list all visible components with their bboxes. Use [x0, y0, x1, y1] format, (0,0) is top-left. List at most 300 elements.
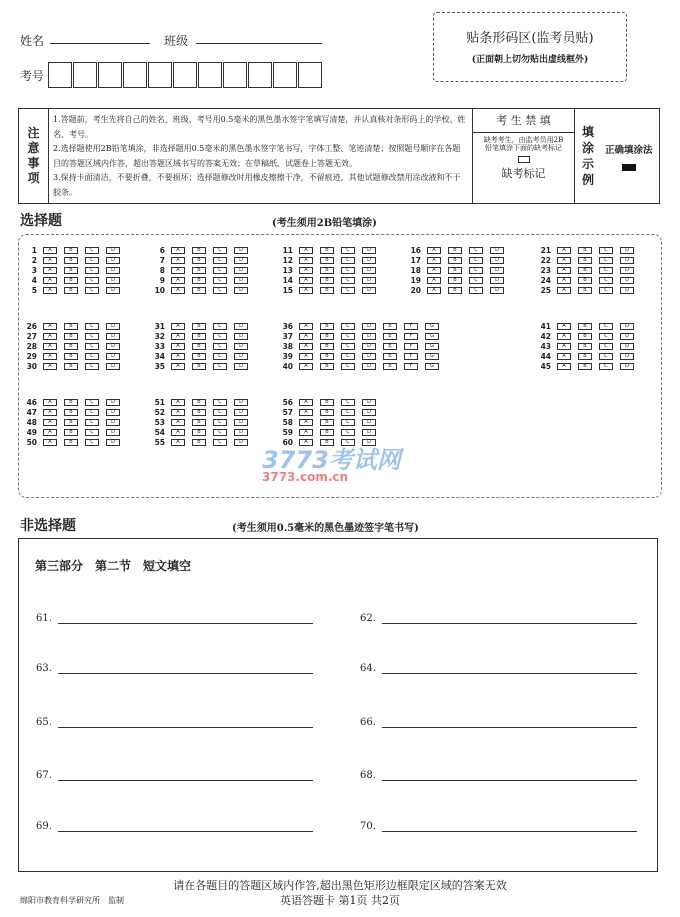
option-bubble[interactable]: C [341, 333, 355, 340]
option-bubble[interactable]: B [448, 257, 462, 264]
option-bubble[interactable]: D [234, 267, 248, 274]
option-bubble[interactable]: A [171, 439, 185, 446]
option-bubble[interactable]: C [599, 353, 613, 360]
option-bubble[interactable]: C [599, 343, 613, 350]
option-bubble[interactable]: C [341, 287, 355, 294]
option-bubble[interactable]: D [620, 277, 634, 284]
option-bubble[interactable]: A [43, 363, 57, 370]
option-bubble[interactable]: D [490, 277, 504, 284]
option-bubble[interactable]: C [341, 399, 355, 406]
option-bubble[interactable]: C [213, 439, 227, 446]
option-bubble[interactable]: C [85, 343, 99, 350]
option-bubble[interactable]: D [234, 353, 248, 360]
option-bubble[interactable]: B [192, 287, 206, 294]
option-bubble[interactable]: D [106, 363, 120, 370]
answer-line[interactable] [58, 771, 313, 781]
id-digit-box[interactable] [248, 62, 272, 88]
option-bubble[interactable]: C [213, 247, 227, 254]
option-bubble[interactable]: B [320, 343, 334, 350]
option-bubble[interactable]: B [578, 267, 592, 274]
option-bubble[interactable]: A [43, 409, 57, 416]
option-bubble[interactable]: A [427, 287, 441, 294]
option-bubble[interactable]: B [320, 429, 334, 436]
option-bubble[interactable]: C [469, 287, 483, 294]
option-bubble[interactable]: D [362, 399, 376, 406]
option-bubble[interactable]: D [620, 287, 634, 294]
option-bubble[interactable]: B [192, 323, 206, 330]
option-bubble[interactable]: D [106, 399, 120, 406]
id-digit-box[interactable] [223, 62, 247, 88]
option-bubble[interactable]: D [620, 363, 634, 370]
option-bubble[interactable]: D [106, 277, 120, 284]
option-bubble[interactable]: C [599, 247, 613, 254]
option-bubble[interactable]: B [192, 399, 206, 406]
option-bubble[interactable]: G [425, 343, 439, 350]
option-bubble[interactable]: B [64, 363, 78, 370]
option-bubble[interactable]: F [404, 363, 418, 370]
option-bubble[interactable]: D [234, 287, 248, 294]
question-row [147, 341, 255, 351]
option-bubble[interactable]: E [383, 333, 397, 340]
question-number: 43 [540, 341, 551, 351]
option-bubble[interactable]: B [64, 409, 78, 416]
option-bubble[interactable]: A [43, 439, 57, 446]
option-bubble[interactable]: A [427, 247, 441, 254]
option-bubble[interactable]: A [171, 257, 185, 264]
option-bubble[interactable]: D [490, 287, 504, 294]
option-bubble[interactable]: B [320, 353, 334, 360]
option-bubble[interactable]: D [620, 267, 634, 274]
option-bubble[interactable]: A [427, 257, 441, 264]
option-bubble[interactable]: C [599, 333, 613, 340]
option-bubble[interactable]: D [362, 439, 376, 446]
option-bubble[interactable]: A [427, 277, 441, 284]
question-number: 50 [26, 437, 37, 447]
option-bubble[interactable]: A [299, 343, 313, 350]
option-bubble[interactable]: G [425, 363, 439, 370]
option-bubble[interactable]: D [362, 277, 376, 284]
option-bubble[interactable]: A [171, 399, 185, 406]
option-bubble[interactable]: C [85, 333, 99, 340]
option-bubble[interactable]: D [234, 399, 248, 406]
option-bubble[interactable]: C [599, 267, 613, 274]
option-bubble[interactable]: C [85, 429, 99, 436]
option-bubble[interactable]: G [425, 323, 439, 330]
answer-line[interactable] [382, 718, 637, 728]
option-bubble[interactable]: D [234, 419, 248, 426]
option-bubble[interactable]: A [299, 399, 313, 406]
option-bubble[interactable]: D [106, 429, 120, 436]
option-bubble[interactable]: E [383, 343, 397, 350]
option-bubble[interactable]: D [620, 333, 634, 340]
option-bubble[interactable]: C [599, 323, 613, 330]
option-bubble[interactable]: D [362, 419, 376, 426]
option-bubble[interactable]: A [299, 429, 313, 436]
option-bubble[interactable]: A [171, 419, 185, 426]
option-bubble[interactable]: A [299, 323, 313, 330]
id-digit-box[interactable] [98, 62, 122, 88]
option-bubble[interactable]: A [171, 363, 185, 370]
answer-line[interactable] [382, 771, 637, 781]
option-bubble[interactable]: C [85, 353, 99, 360]
option-bubble[interactable]: B [64, 257, 78, 264]
option-bubble[interactable]: B [448, 277, 462, 284]
option-bubble[interactable]: C [85, 247, 99, 254]
option-bubble[interactable]: D [106, 333, 120, 340]
option-bubble[interactable]: D [362, 429, 376, 436]
option-bubble[interactable]: B [192, 343, 206, 350]
option-bubble[interactable]: A [557, 333, 571, 340]
option-bubble[interactable]: A [43, 323, 57, 330]
option-bubble[interactable]: A [171, 277, 185, 284]
option-bubble[interactable]: F [404, 353, 418, 360]
option-bubble[interactable]: D [106, 409, 120, 416]
option-bubble[interactable]: C [85, 409, 99, 416]
option-bubble[interactable]: A [43, 343, 57, 350]
option-bubble[interactable]: A [171, 323, 185, 330]
option-bubble[interactable]: A [557, 323, 571, 330]
option-bubble[interactable]: D [106, 257, 120, 264]
option-bubble[interactable]: B [578, 257, 592, 264]
option-bubble[interactable]: D [106, 323, 120, 330]
option-bubble[interactable]: B [64, 353, 78, 360]
answer-line[interactable] [58, 822, 313, 832]
option-bubble[interactable]: C [85, 323, 99, 330]
option-bubble[interactable]: D [234, 429, 248, 436]
option-bubble[interactable]: E [383, 363, 397, 370]
option-bubble[interactable]: C [213, 257, 227, 264]
option-bubble[interactable]: A [171, 287, 185, 294]
option-bubble[interactable]: B [320, 363, 334, 370]
option-bubble[interactable]: C [341, 429, 355, 436]
option-bubble[interactable]: A [43, 267, 57, 274]
option-bubble[interactable]: A [557, 247, 571, 254]
id-digit-box[interactable] [123, 62, 147, 88]
option-bubble[interactable]: B [578, 323, 592, 330]
option-bubble[interactable]: C [341, 257, 355, 264]
option-bubble[interactable]: A [299, 267, 313, 274]
option-bubble[interactable]: B [578, 363, 592, 370]
option-bubble[interactable]: D [362, 333, 376, 340]
option-bubble[interactable]: C [213, 267, 227, 274]
option-bubble[interactable]: B [64, 343, 78, 350]
option-bubble[interactable]: C [599, 363, 613, 370]
option-bubble[interactable]: D [620, 353, 634, 360]
option-bubble[interactable]: A [43, 257, 57, 264]
question-row [19, 321, 127, 331]
option-bubble[interactable]: A [299, 247, 313, 254]
option-bubble[interactable]: B [320, 333, 334, 340]
option-bubble[interactable]: B [320, 277, 334, 284]
option-bubble[interactable]: A [43, 287, 57, 294]
option-bubble[interactable]: C [599, 257, 613, 264]
option-bubble[interactable]: A [299, 363, 313, 370]
option-bubble[interactable]: C [341, 277, 355, 284]
option-bubble[interactable]: D [490, 267, 504, 274]
option-bubble[interactable]: C [469, 267, 483, 274]
question-row [533, 285, 641, 295]
answer-line[interactable] [58, 664, 313, 674]
option-bubble[interactable]: A [299, 333, 313, 340]
option-bubble[interactable]: C [213, 409, 227, 416]
option-bubble[interactable]: C [213, 333, 227, 340]
option-bubble[interactable]: A [43, 247, 57, 254]
option-bubble[interactable]: D [106, 343, 120, 350]
option-bubble[interactable]: C [341, 409, 355, 416]
mcq-note: (考生须用2B铅笔填涂) [272, 218, 377, 229]
option-bubble[interactable]: C [341, 343, 355, 350]
class-field[interactable] [196, 30, 322, 44]
question-number: 31 [154, 321, 165, 331]
option-bubble[interactable]: C [213, 363, 227, 370]
option-bubble[interactable]: E [383, 353, 397, 360]
option-bubble[interactable]: B [320, 409, 334, 416]
option-bubble[interactable]: A [43, 333, 57, 340]
option-bubble[interactable]: D [362, 267, 376, 274]
id-digit-box[interactable] [273, 62, 297, 88]
option-bubble[interactable]: B [64, 399, 78, 406]
answer-line[interactable] [58, 614, 313, 624]
option-bubble[interactable]: B [578, 247, 592, 254]
option-bubble[interactable]: A [43, 277, 57, 284]
option-bubble[interactable]: B [192, 429, 206, 436]
option-bubble[interactable]: B [64, 333, 78, 340]
option-bubble[interactable]: A [299, 409, 313, 416]
option-bubble[interactable]: D [620, 343, 634, 350]
option-bubble[interactable]: C [469, 247, 483, 254]
option-bubble[interactable]: C [213, 399, 227, 406]
option-bubble[interactable]: A [299, 257, 313, 264]
option-bubble[interactable]: B [192, 257, 206, 264]
option-bubble[interactable]: B [578, 343, 592, 350]
option-bubble[interactable]: D [106, 287, 120, 294]
option-bubble[interactable]: D [362, 257, 376, 264]
option-bubble[interactable]: C [469, 257, 483, 264]
option-bubble[interactable]: C [85, 363, 99, 370]
option-bubble[interactable]: A [171, 247, 185, 254]
question-number: 14 [282, 275, 293, 285]
option-bubble[interactable]: C [341, 323, 355, 330]
option-bubble[interactable]: A [557, 277, 571, 284]
option-bubble[interactable]: C [213, 429, 227, 436]
option-bubble[interactable]: A [43, 399, 57, 406]
option-bubble[interactable]: C [85, 257, 99, 264]
id-digit-box[interactable] [298, 62, 322, 88]
option-bubble[interactable]: D [362, 363, 376, 370]
option-bubble[interactable]: C [341, 353, 355, 360]
option-bubble[interactable]: B [448, 247, 462, 254]
option-bubble[interactable]: C [341, 267, 355, 274]
option-bubble[interactable]: B [320, 257, 334, 264]
option-bubble[interactable]: C [213, 343, 227, 350]
option-bubble[interactable]: D [620, 257, 634, 264]
option-bubble[interactable]: C [341, 439, 355, 446]
option-bubble[interactable]: A [557, 257, 571, 264]
id-digit-box[interactable] [198, 62, 222, 88]
option-bubble[interactable]: B [320, 419, 334, 426]
option-bubble[interactable]: D [362, 343, 376, 350]
answer-blank [360, 821, 637, 832]
question-number: 36 [282, 321, 293, 331]
option-bubble[interactable]: C [599, 287, 613, 294]
option-bubble[interactable]: A [43, 429, 57, 436]
option-bubble[interactable]: C [341, 247, 355, 254]
option-bubble[interactable]: C [213, 419, 227, 426]
option-bubble[interactable]: B [64, 287, 78, 294]
option-bubble[interactable]: B [192, 277, 206, 284]
option-bubble[interactable]: B [192, 353, 206, 360]
option-bubble[interactable]: C [85, 399, 99, 406]
option-bubble[interactable]: B [320, 287, 334, 294]
option-bubble[interactable]: B [192, 409, 206, 416]
id-digit-box[interactable] [173, 62, 197, 88]
option-bubble[interactable]: A [43, 353, 57, 360]
option-bubble[interactable]: B [192, 333, 206, 340]
option-bubble[interactable]: A [299, 277, 313, 284]
option-bubble[interactable]: D [234, 343, 248, 350]
option-bubble[interactable]: A [171, 409, 185, 416]
option-bubble[interactable]: C [341, 363, 355, 370]
option-bubble[interactable]: A [557, 343, 571, 350]
option-bubble[interactable]: D [490, 257, 504, 264]
question-row [403, 285, 511, 295]
option-bubble[interactable]: F [404, 323, 418, 330]
option-bubble[interactable]: D [234, 333, 248, 340]
option-bubble[interactable]: B [320, 323, 334, 330]
option-bubble[interactable]: B [64, 439, 78, 446]
footer-page: 英语答题卡 第1页 共2页 [280, 894, 400, 907]
option-bubble[interactable]: C [85, 439, 99, 446]
option-bubble[interactable]: D [234, 363, 248, 370]
name-field[interactable] [50, 30, 150, 44]
option-bubble[interactable]: B [578, 287, 592, 294]
option-bubble[interactable]: D [106, 353, 120, 360]
option-bubble[interactable]: B [192, 363, 206, 370]
option-bubble[interactable]: D [362, 323, 376, 330]
option-bubble[interactable]: F [404, 333, 418, 340]
option-bubble[interactable]: A [171, 429, 185, 436]
option-bubble[interactable]: A [299, 439, 313, 446]
option-bubble[interactable]: B [192, 439, 206, 446]
option-bubble[interactable]: B [64, 419, 78, 426]
option-bubble[interactable]: B [448, 267, 462, 274]
answer-line[interactable] [382, 822, 637, 832]
option-bubble[interactable]: D [106, 439, 120, 446]
option-bubble[interactable]: B [192, 419, 206, 426]
option-bubble[interactable]: D [106, 419, 120, 426]
option-bubble[interactable]: D [620, 247, 634, 254]
option-bubble[interactable]: D [362, 353, 376, 360]
option-bubble[interactable]: B [64, 323, 78, 330]
option-bubble[interactable]: A [171, 353, 185, 360]
answer-line[interactable] [382, 614, 637, 624]
option-bubble[interactable]: B [64, 267, 78, 274]
barcode-title: 贴条形码区(监考员贴) [466, 31, 594, 46]
option-bubble[interactable]: A [171, 333, 185, 340]
option-bubble[interactable]: A [299, 287, 313, 294]
option-bubble[interactable]: A [43, 419, 57, 426]
question-row [533, 331, 641, 341]
option-bubble[interactable]: G [425, 353, 439, 360]
option-bubble[interactable]: D [620, 323, 634, 330]
option-bubble[interactable]: B [320, 247, 334, 254]
id-digit-box[interactable] [73, 62, 97, 88]
option-bubble[interactable]: A [171, 267, 185, 274]
option-bubble[interactable]: B [192, 267, 206, 274]
footer-warning: 请在各题目的答题区域内作答,超出黑色矩形边框限定区域的答案无效 [173, 879, 507, 892]
option-bubble[interactable]: A [557, 363, 571, 370]
option-bubble[interactable]: C [85, 287, 99, 294]
option-bubble[interactable]: C [213, 323, 227, 330]
option-bubble[interactable]: D [234, 247, 248, 254]
option-bubble[interactable]: B [320, 439, 334, 446]
option-bubble[interactable]: B [64, 247, 78, 254]
option-bubble[interactable]: B [64, 277, 78, 284]
option-bubble[interactable]: A [171, 343, 185, 350]
option-bubble[interactable]: D [362, 247, 376, 254]
option-bubble[interactable]: B [320, 267, 334, 274]
option-bubble[interactable]: D [234, 409, 248, 416]
question-row [19, 255, 127, 265]
answer-line[interactable] [382, 664, 637, 674]
option-bubble[interactable]: B [64, 429, 78, 436]
option-bubble[interactable]: C [85, 267, 99, 274]
option-bubble[interactable]: B [320, 399, 334, 406]
option-bubble[interactable]: D [362, 409, 376, 416]
option-bubble[interactable]: B [578, 277, 592, 284]
option-bubble[interactable]: C [213, 287, 227, 294]
option-bubble[interactable]: B [448, 287, 462, 294]
option-bubble[interactable]: D [106, 247, 120, 254]
question-number: 55 [154, 437, 165, 447]
option-bubble[interactable]: D [234, 323, 248, 330]
option-bubble[interactable]: A [557, 267, 571, 274]
option-bubble[interactable]: C [599, 277, 613, 284]
option-bubble[interactable]: E [383, 323, 397, 330]
fill-title: 填涂示例 [581, 125, 594, 187]
option-bubble[interactable]: D [490, 247, 504, 254]
option-bubble[interactable]: F [404, 343, 418, 350]
absent-mark-box[interactable] [518, 156, 530, 163]
option-bubble[interactable]: C [85, 419, 99, 426]
option-bubble[interactable]: C [213, 277, 227, 284]
option-bubble[interactable]: A [299, 353, 313, 360]
option-bubble[interactable]: B [578, 333, 592, 340]
option-bubble[interactable]: D [234, 257, 248, 264]
id-digit-box[interactable] [48, 62, 72, 88]
option-bubble[interactable]: G [425, 333, 439, 340]
option-bubble[interactable]: A [427, 267, 441, 274]
option-bubble[interactable]: A [299, 419, 313, 426]
option-bubble[interactable]: C [469, 277, 483, 284]
option-bubble[interactable]: A [557, 287, 571, 294]
question-number: 8 [159, 265, 165, 275]
option-bubble[interactable]: C [213, 353, 227, 360]
id-digit-box[interactable] [148, 62, 172, 88]
option-bubble[interactable]: C [85, 277, 99, 284]
option-bubble[interactable]: D [234, 439, 248, 446]
answer-line[interactable] [58, 718, 313, 728]
option-bubble[interactable]: D [234, 277, 248, 284]
blank-number: 65. [36, 717, 52, 728]
option-bubble[interactable]: C [341, 419, 355, 426]
blank-number: 66. [360, 717, 376, 728]
option-bubble[interactable]: D [362, 287, 376, 294]
option-bubble[interactable]: B [192, 247, 206, 254]
option-bubble[interactable]: D [106, 267, 120, 274]
option-bubble[interactable]: A [557, 353, 571, 360]
option-bubble[interactable]: B [578, 353, 592, 360]
